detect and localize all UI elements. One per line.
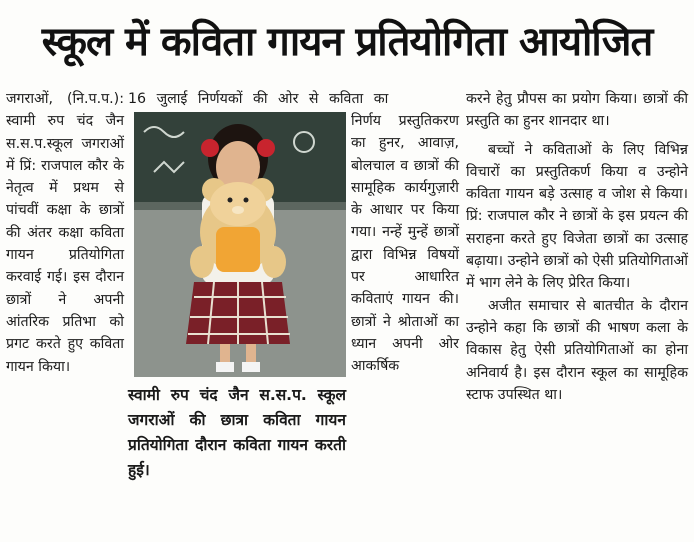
- column-3-paragraph-2: बच्चों ने कविताओं के लिए विभिन्न विचारों का प्रस्तुतिकर्ण किया व उन्होने कविता गायन बड़े उत्साह व जोश से किया। प्रिं: राजपाल कौर ने छात्रों के इस प्रयत्न की सराहना करते हुए विजेता छात्रों का उत्साह बढ़ाया। उन्होने छात्रों को ऐसी प्रतियोगिताओं में भाग लेने के लिए प्रेरित किया।: [466, 141, 688, 292]
- column-1-text: जगराओं, (नि.प.प.): स्वामी रुप चंद जैन स.स.प.स्कूल जगराओं में प्रिं: राजपाल कौर के नेतृत्व में प्रथम से पांचवीं कक्षा के छात्रों की अंतर कक्षा कविता गायन प्रतियोगिता करवाई गई। इस दौरान छात्रों ने अपनी आंतरिक प्रतिभा को प्रगट करते हुए कविता गायन किया।: [6, 91, 124, 375]
- column-3-paragraph-3: अजीत समाचार से बातचीत के दौरान उन्होने कहा कि छात्रों की भाषण कला के विकास हेतु ऐसी प्रतियोगिताओं का होना अनिवार्य है। इस दौरान स्कूल का सामूहिक स्टाफ उपस्थित था।: [466, 297, 688, 403]
- news-photo: [134, 112, 346, 377]
- photo-caption: स्वामी रुप चंद जैन स.स.प. स्कूल जगराओं की छात्रा कविता गायन प्रतियोगिता दौरान कविता गायन करती हुई।: [128, 386, 346, 479]
- column-3: [466, 88, 688, 406]
- column-3-paragraph-1: करने हेतु प्रौपस का प्रयोग किया। छात्रों की प्रस्तुति का हुनर शानदार था।: [466, 91, 688, 130]
- column-1: [6, 88, 124, 378]
- headline: स्कूल में कविता गायन प्रतियोगिता आयोजित: [41, 18, 653, 65]
- column-2-top-line: 16 जुलाई निर्णयकों की ओर से कविता का: [128, 91, 389, 107]
- girl-with-teddy-bear-image: [134, 112, 346, 377]
- column-2-text: निर्णय प्रस्तुतिकरण का हुनर, आवाज़, बोलचाल व छात्रों की सामूहिक कार्यगुज़ारी के आधार पर किया गया। नन्हें मुन्हें छात्रों द्वारा विभिन्न विषयों पर आधारित कविताएं गायन की। छात्रों ने श्रोताओं का ध्यान अपनी ओर आकर्षिक: [351, 113, 459, 375]
